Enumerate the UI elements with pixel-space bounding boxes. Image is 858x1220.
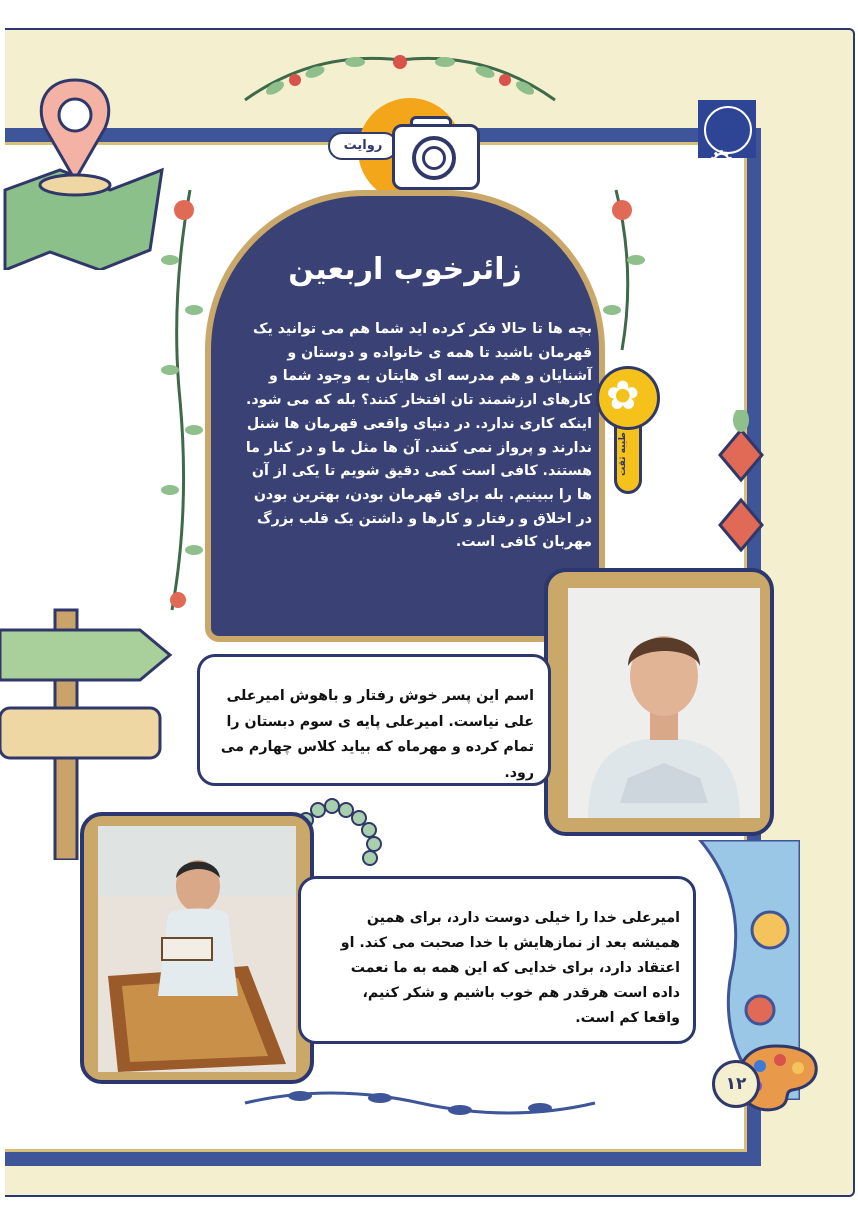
flower-icon: ✿ [606,373,640,419]
caption-intro-text: اسم این پسر خوش رفتار و باهوش امیرعلی علی نیاست. امیرعلی پایه ی سوم دبستان را تمام کرده و مهرماه که بیاید کلاس چهارم می رود. [220,688,534,781]
intro-paragraph: بچه ها تا حالا فکر کرده اید شما هم می توانید یک قهرمان باشید تا همه ی خانواده و دوستان و آشنایان و هم مدرسه ای هایتان به وجود شما و کارهای ارزشمند تان افتخار کنند؟ بله که می شود. اینکه کاری ندارد. در دنیای واقعی قهرمان ها شنل ندارند و پرواز نمی کنند. آن ها مثل ما و در کنار ما هستند. کافی است کمی دقیق شویم تا یکی از آن ها را ببینیم. بله برای قهرمان بودن، بهترین بودن در اخلاق و رفتار و کارها و داشتن یک قلب بزرگ مهربان کافی است. [245,321,592,551]
caption-prayer-text: امیرعلی خدا را خیلی دوست دارد، برای همین همیشه بعد از نمازهایش با خدا صحبت می کند. او اعتقاد دارد، برای خدایی که این همه به ما نعمت داده است هرقدر هم خوب باشیم و شکر کنیم، واقعا کم است. [340,910,680,1026]
author-name: طیبه ثقت [618,432,628,476]
boy-praying-illustration [98,826,296,1072]
photo-boy-portrait [568,588,760,818]
photo-boy-praying [98,826,296,1072]
camera-lens-inner [422,146,446,170]
page-title: زائرخوب اربعین [288,252,522,287]
diamond-ornament [712,410,770,580]
floral-vine-right [596,180,656,360]
map-pin-icon [0,70,170,270]
section-tag: روایت [328,132,398,160]
page-number: ۱۲ [712,1060,760,1108]
gear-icon: ⚙ [708,145,735,180]
floral-vine-bottom [240,1078,600,1128]
boy-portrait-illustration [568,588,760,818]
